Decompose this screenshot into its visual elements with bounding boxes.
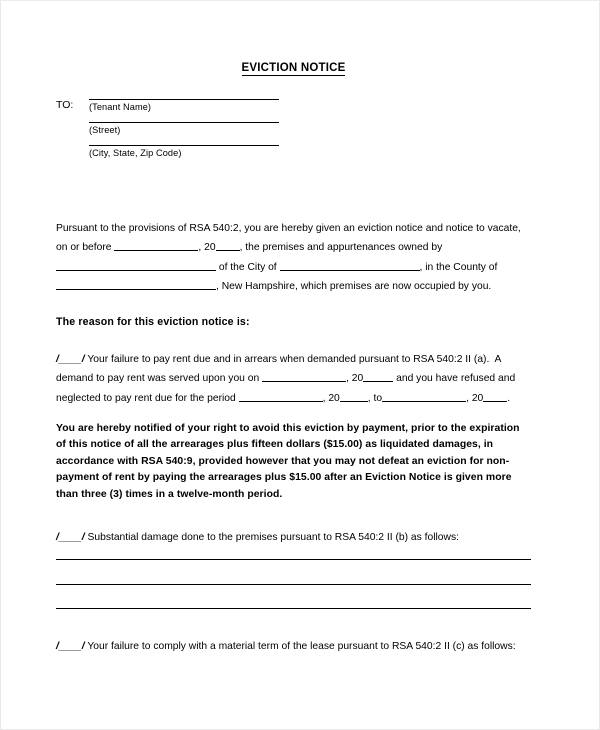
vacate-date-blank[interactable] [114, 240, 198, 251]
page-title [56, 62, 531, 74]
pursuant-text-5: , in the County of [419, 261, 501, 273]
reason-a-text-4: , 20 [322, 392, 340, 404]
city-state-zip-field [89, 145, 319, 158]
address-fields [89, 99, 319, 168]
reason-c-text: Your failure to comply with a material term of the lease pursuant to RSA 540:2 II (c) as follows: [84, 641, 516, 652]
pursuant-text-1: Pursuant to the provisions of RSA 540:2, you are hereby given an eviction notice and notice to vacate, on or before [56, 223, 524, 254]
reason-a-paragraph [56, 350, 533, 408]
pursuant-paragraph [56, 219, 533, 296]
reason-a-text-6: , 20 [466, 392, 484, 404]
demand-year-blank[interactable] [363, 371, 393, 382]
pursuant-text-6: , New Hampshire, which premises are now occupied by you. [216, 280, 492, 292]
reason-a-text-3: and you have refused and neglected to pay rent due for the period [56, 373, 519, 404]
period-to-blank[interactable] [382, 391, 466, 402]
reason-c-checkbox[interactable]: /____/ [56, 641, 85, 652]
street-field [89, 122, 319, 135]
reason-a-text-7: . [507, 392, 511, 404]
pursuant-text-3: , the premises and appurtenances owned by [239, 242, 446, 254]
pursuant-text-2: , 20 [198, 242, 216, 254]
vacate-year-blank[interactable] [216, 240, 240, 251]
county-blank[interactable] [56, 279, 216, 290]
demand-date-blank[interactable] [262, 371, 346, 382]
reason-b-text: Substantial damage done to the premises pursuant to RSA 540:2 II (b) as follows: [84, 532, 459, 543]
to-label: TO: [56, 99, 74, 111]
reason-c-paragraph [56, 639, 533, 655]
city-state-zip-rule[interactable] [89, 145, 279, 146]
right-to-avoid-notice: You are hereby notified of your right to avoid this eviction by payment, prior to the expiration of this notice of all the arrearages plus fifteen dollars ($15.00) as liquidated damages, in accordance with RSA 540:9, provided however that you may not defeat an eviction for non-payment of rent by paying the arrearages plus $15.00 after an Eviction Notice is given more than three (3) times in a twelve-month period. [56, 423, 523, 500]
reason-heading: The reason for this eviction notice is: [56, 316, 250, 328]
blank-line[interactable] [56, 608, 531, 609]
tenant-name-field [89, 99, 319, 112]
blank-line[interactable] [56, 559, 531, 560]
reason-a-text-5: , to [367, 392, 383, 404]
period-to-year-blank[interactable] [483, 391, 507, 402]
street-rule[interactable] [89, 122, 279, 123]
reason-b-checkbox[interactable]: /____/ [56, 532, 85, 543]
blank-line[interactable] [56, 584, 531, 585]
street-caption: (Street) [89, 125, 121, 135]
damage-description-lines [56, 559, 533, 633]
city-blank[interactable] [280, 260, 420, 271]
reason-a-text-2: , 20 [346, 373, 364, 385]
period-from-year-blank[interactable] [340, 391, 368, 402]
tenant-name-caption: (Tenant Name) [89, 102, 152, 112]
period-from-blank[interactable] [239, 391, 323, 402]
reason-b-paragraph [56, 528, 533, 547]
page-title-text: EVICTION NOTICE [241, 62, 346, 74]
reason-a-checkbox[interactable]: /____/ [56, 354, 85, 365]
reason-a-text-1: Your failure to pay rent due and in arrears when demanded pursuant to RSA 540:2 II (a). A demand to pay rent was served upon you on [56, 354, 504, 385]
pursuant-text-4: of the City of [216, 261, 280, 273]
premises-blank[interactable] [56, 260, 216, 271]
city-state-zip-caption: (City, State, Zip Code) [89, 148, 182, 158]
tenant-name-rule[interactable] [89, 99, 279, 100]
